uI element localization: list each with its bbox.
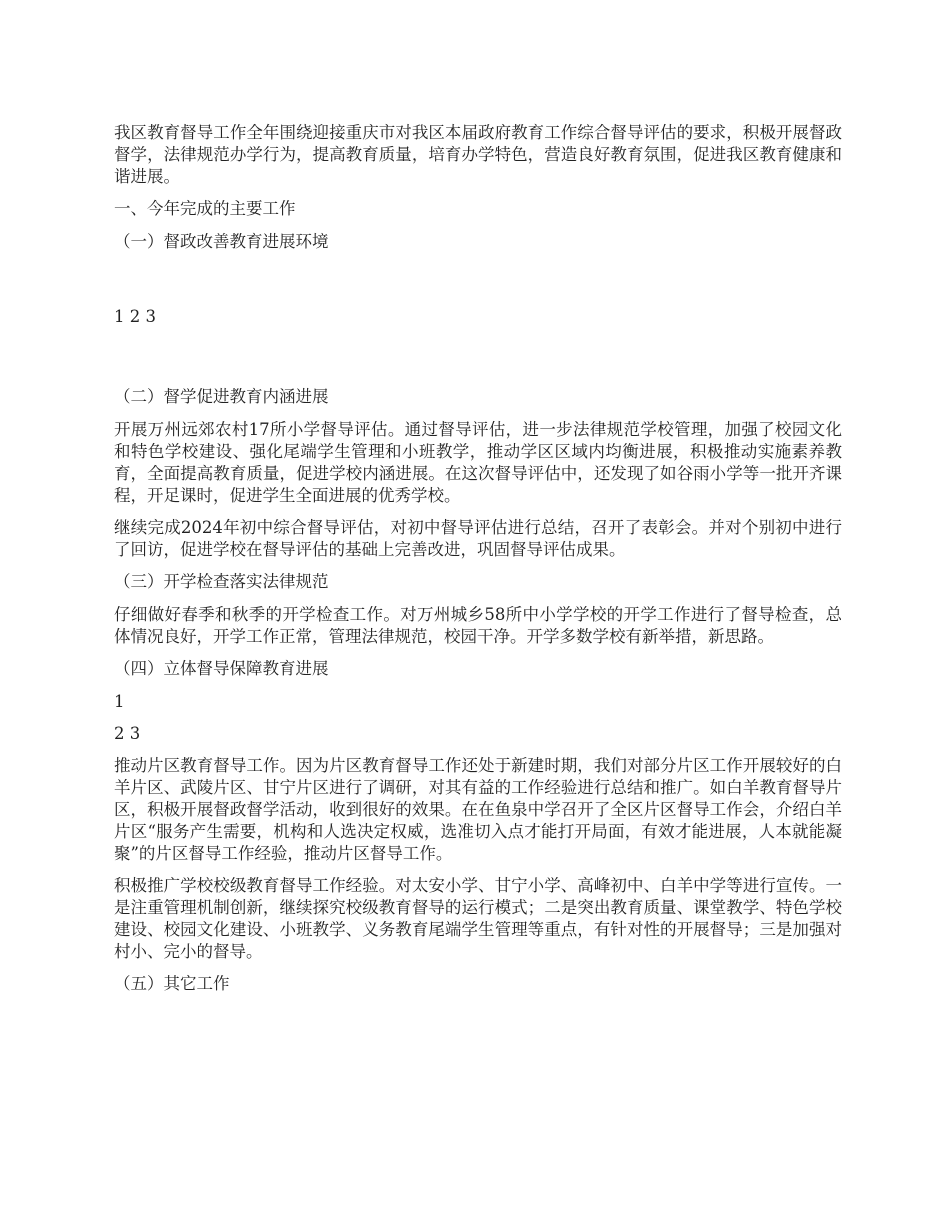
section-4-paragraph-2: 积极推广学校校级教育督导工作经验。对太安小学、甘宁小学、高峰初中、白羊中学等进行宣传。一是注重管理机制创新，继续探究校级教育督导的运行模式；二是突出教育质量、课堂教学、特色学校建设、校园文化建设、小班教学、义务教育尾端学生管理等重点，有针对性的开展督导；三是加强对村小、完小的督导。 [114,876,842,961]
section-3-paragraph-1: 仔细做好春季和秋季的开学检查工作。对万州城乡58所中小学学校的开学工作进行了督导检查，总体情况良好，开学工作正常，管理法律规范，校园干净。开学多数学校有新举措，新思路。 [114,605,842,646]
intro-paragraph: 我区教育督导工作全年围绕迎接重庆市对我区本届政府教育工作综合督导评估的要求，积极开展督政督学，法律规范办学行为，提高教育质量，培育办学特色，营造良好教育氛围，促进我区教育健康和谐进展。 [114,123,842,186]
section-4-items-2-3: 2 3 [114,724,141,743]
section-2-title: （二）督学促进教育内涵进展 [114,387,329,406]
section-2-paragraph-1: 开展万州远郊农村17所小学督导评估。通过督导评估，进一步法律规范学校管理，加强了校园文化和特色学校建设、强化尾端学生管理和小班教学，推动学区区域内均衡进展，积极推动实施素养教育，全面提高教育质量，促进学校内涵进展。在这次督导评估中，还发现了如谷雨小学等一批开齐课程，开足课时，促进学生全面进展的优秀学校。 [114,420,842,505]
spacer [114,264,842,306]
section-5-title: （五）其它工作 [114,974,230,993]
section-2-paragraph-2: 继续完成2024年初中综合督导评估，对初中督导评估进行总结，召开了表彰会。并对个别初中进行了回访，促进学校在督导评估的基础上完善改进，巩固督导评估成果。 [114,518,842,559]
section-4-item-1: 1 [114,692,125,711]
main-heading: 一、今年完成的主要工作 [114,199,296,218]
section-1-title: （一）督政改善教育进展环境 [114,232,329,251]
spacer [114,338,842,386]
document-body [114,122,842,1006]
section-1-items: 1 2 3 [114,307,156,326]
section-4-paragraph-1: 推动片区教育督导工作。因为片区教育督导工作还处于新建时期，我们对部分片区工作开展较好的白羊片区、武陵片区、甘宁片区进行了调研，对其有益的工作经验进行总结和推广。如白羊教育督导片区，积极开展督政督学活动，收到很好的效果。在在鱼泉中学召开了全区片区督导工作会，介绍白羊片区“服务产生需要，机构和人选决定权威，选准切入点才能打开局面，有效才能进展，人本就能凝聚”的片区督导工作经验，推动片区督导工作。 [114,756,842,863]
section-4-title: （四）立体督导保障教育进展 [114,659,329,678]
section-3-title: （三）开学检查落实法律规范 [114,572,329,591]
